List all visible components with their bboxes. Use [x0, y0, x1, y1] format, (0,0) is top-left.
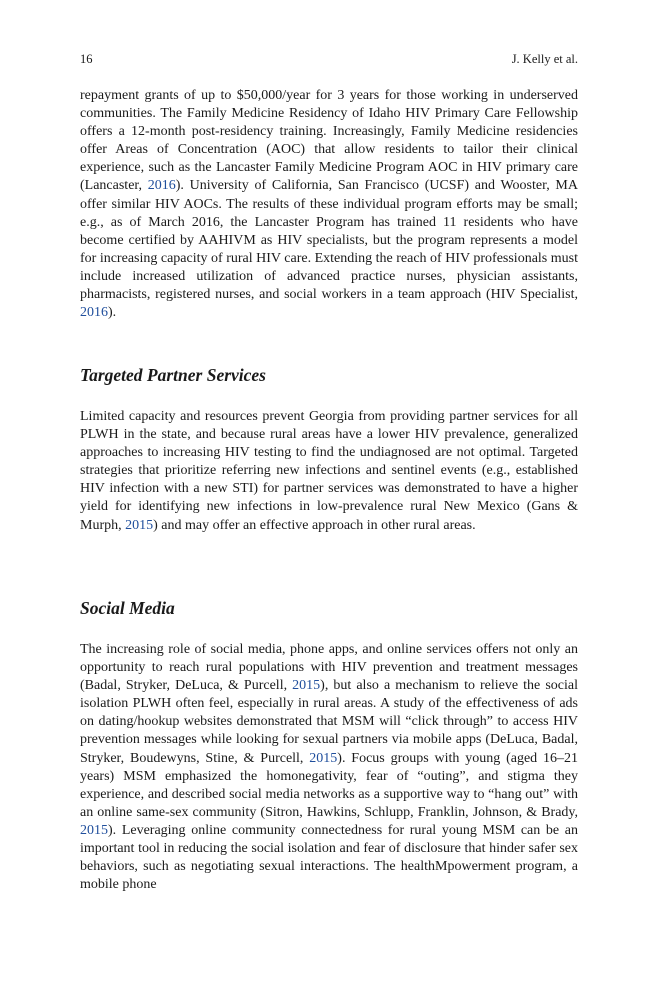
text-run: repayment grants of up to $50,000/year for 3 years for those working in underserved communities. The Family Medicine Residency of Idaho HIV Primary Care Fellowship offers a 12-month post-residency training. Increasingly, Family Medicine residencies offer Areas of Concentration (AOC) that allow residents to tailor their clinical experience, such as the Lancaster Family Medicine Program AOC in HIV primary care (Lancaster, [80, 88, 578, 194]
page-number: 16 [80, 52, 93, 66]
paragraph-targeted-partner-services [80, 408, 578, 535]
text-run: Limited capacity and resources prevent Georgia from providing partner services for all PLWH in the state, and because rural areas have a lower HIV prevalence, generalized approaches to increasing HIV testing to find the undiagnosed are not optimal. Targeted strategies that prioritize referring new infections and sentinel events (e.g., established HIV infection with a new STI) for partner services was demonstrated to have a higher yield for identifying new infections in low-prevalence rural New Mexico (Gans & Murph, [80, 409, 578, 533]
citation-link-hiv-specialist-2016[interactable]: 2016 [80, 305, 108, 321]
section-heading-targeted-partner-services: Targeted Partner Services [80, 365, 266, 385]
section-heading-social-media: Social Media [80, 598, 175, 618]
text-run: ). Focus groups with young (aged 16–21 years) MSM emphasized the homonegativity, fear of “outing”, and stigma they experience, and described social media networks as a supportive way to “hang out” with an online same-sex community (Sitron, Hawkins, Schlupp, Franklin, Johnson, & Brady, [80, 750, 579, 820]
text-run: The increasing role of social media, phone apps, and online services offers not only an opportunity to reach rural populations with HIV prevention and treatment messages (Badal, Stryker, DeLuca, & Purcell, [80, 642, 578, 694]
citation-link-deluca-2015[interactable]: 2015 [309, 750, 338, 766]
citation-link-sitron-2015[interactable]: 2015 [80, 822, 108, 838]
paragraph-social-media [80, 641, 578, 894]
text-run: ). Leveraging online community connectedness for rural young MSM can be an important tool in reducing the social isolation and fear of disclosure that hinder safer sex behaviors, such as negotiating sexual interactions. The healthMpowerment program, a mobile phone [80, 822, 578, 893]
citation-link-lancaster-2016[interactable]: 2016 [147, 178, 176, 194]
text-run: ). University of California, San Francisco (UCSF) and Wooster, MA offer similar HIV AOCs. The results of these individual program efforts may be small; e.g., as of March 2016, the Lancaster Program has trained 11 residents who have become certified by AAHIVM as HIV specialists, but the program represents a model for increasing capacity of rural HIV care. Extending the reach of HIV professionals must include increased utilization of advanced practice nurses, physician assistants, pharmacists, registered nurses, and social workers in a team approach (HIV Specialist, [80, 178, 578, 303]
citation-link-badal-2015[interactable]: 2015 [292, 678, 321, 694]
text-run: ), but also a mechanism to relieve the social isolation PLWH often feel, especially in rural areas. A study of the effectiveness of ads on dating/hookup websites demonstrated that MSM will “click through” to access HIV prevention messages while looking for sexual partners via mobile apps (DeLuca, Badal, Stryker, Boudewyns, Stine, & Purcell, [80, 678, 578, 766]
text-run: ). [108, 305, 117, 321]
text-run: ) and may offer an effective approach in other rural areas. [153, 517, 476, 533]
citation-link-gans-murph-2015[interactable]: 2015 [125, 517, 154, 533]
running-head: J. Kelly et al. [511, 52, 578, 66]
paragraph-training-programs [80, 87, 578, 322]
